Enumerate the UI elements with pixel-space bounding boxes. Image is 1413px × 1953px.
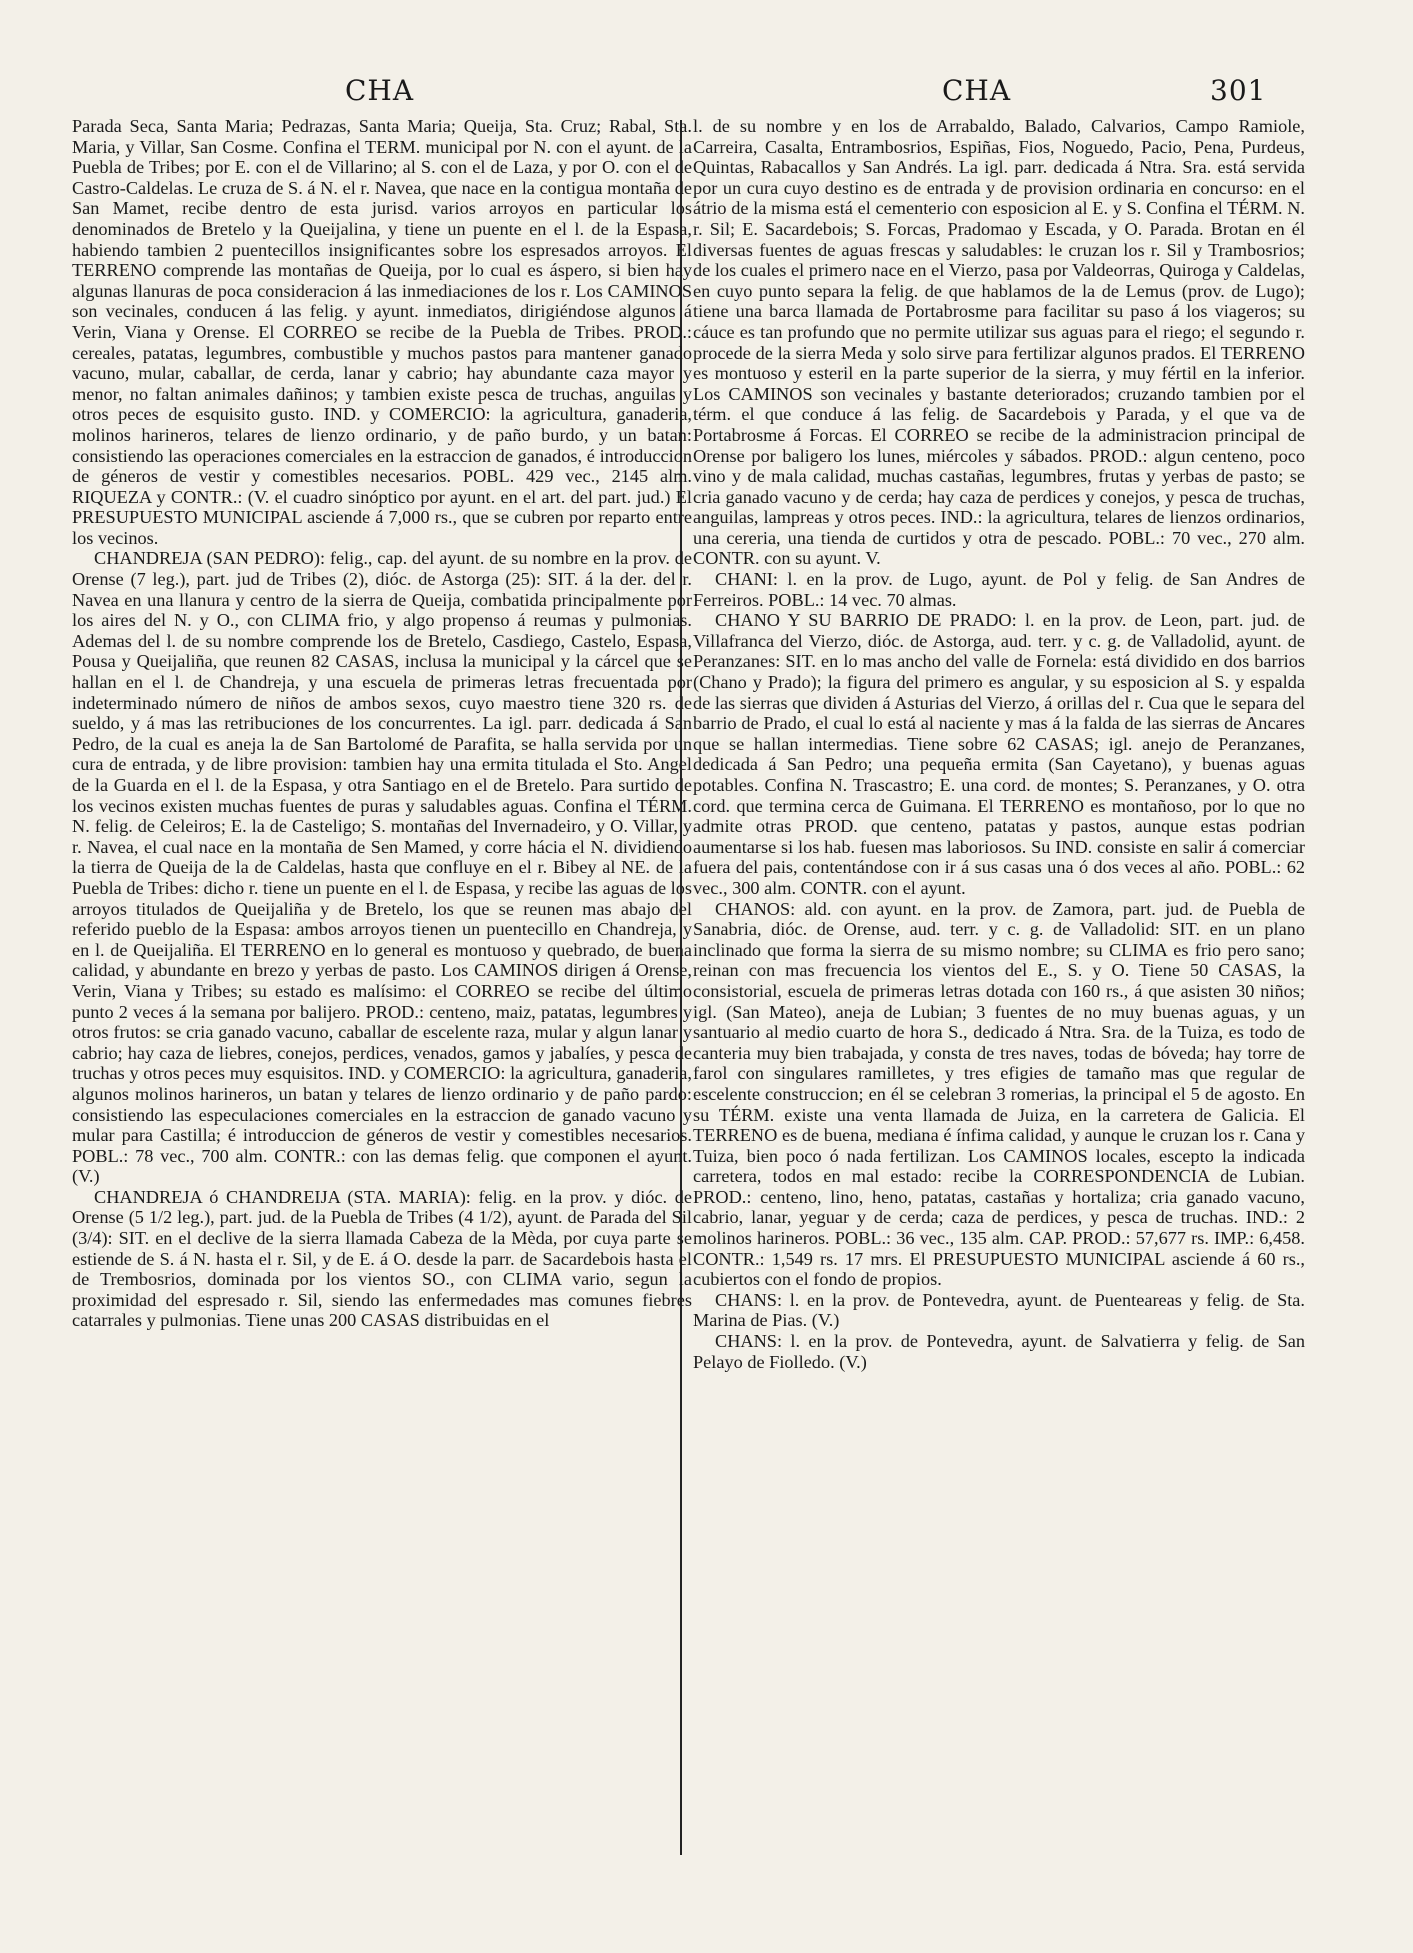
right-column <box>693 116 1305 1836</box>
running-head-right: CHA <box>942 74 1012 107</box>
running-head-left: CHA <box>345 74 415 107</box>
entry-chans-salvatierra: CHANS: l. en la prov. de Pontevedra, ayunt. de Salvatierra y felig. de San Pelayo de Fiolledo. (V.) <box>693 1331 1305 1372</box>
entry-chani: CHANI: l. en la prov. de Lugo, ayunt. de Pol y felig. de San Andres de Ferreiros. POBL.: 14 vec. 70 almas. <box>693 569 1305 610</box>
entry-chandreja-san-pedro: CHANDREJA (SAN PEDRO): felig., cap. del ayunt. de su nombre en la prov. de Orense (7 leg.), part. jud de Tribes (2), dióc. de Astorga (25): SIT. á la der. del r. Navea en una llanura y centro de la sierra de Queija, combatida principalmente por los aires del N. y O., con CLIMA frio, y algo propenso á reumas y pulmonias. Ademas del l. de su nombre comprende los de Bretelo, Casdiego, Castelo, Espasa, Pousa y Queijaliña, que reunen 82 CASAS, inclusa la municipal y la cárcel que se hallan en el l. de Chandreja, y una escuela de primeras letras frecuentada por indeterminado número de niños de ambos sexos, cuyo maestro tiene 320 rs. de sueldo, y á mas las retribuciones de los concurrentes. La igl. parr. dedicada á San Pedro, de la cual es aneja la de San Bartolomé de Parafita, se halla servida por un cura de entrada, y de libre provision: tambien hay una ermita titulada el Sto. Angel de la Guarda en el l. de la Espasa, y otra Santiago en el de Bretelo. Para surtido de los vecinos existen muchas fuentes de puras y saludables aguas. Confina el TÉRM. N. felig. de Celeiros; E. la de Casteligo; S. montañas del Invernadeiro, y O. Villar, y r. Navea, el cual nace en la montaña de Sen Mamed, y corre hácia el N. dividiendo la tierra de Queija de la de Caldelas, hasta que confluye en el r. Bibey al NE. de la Puebla de Tribes: dicho r. tiene un puente en el l. de Espasa, y recibe las aguas de los arroyos titulados de Queijaliña y de Bretelo, los que se reunen mas abajo del referido pueblo de la Espasa: ambos arroyos tienen un puentecillo en Chandreja, y en l. de Queijaliña. El TERRENO en lo general es montuoso y quebrado, de buena calidad, y abundante en brezo y yerbas de pasto. Los CAMINOS dirigen á Orense, Verin, Viana y Tribes; su estado es malísimo: el CORREO se recibe del último punto 2 veces á la semana por balijero. PROD.: centeno, maiz, patatas, legumbres y otros frutos: se cria ganado vacuno, caballar de escelente raza, mular y algun lanar y cabrio; hay caza de liebres, conejos, perdices, venados, gamos y jabalíes, y pesca de truchas y otros peces muy esquisitos. IND. y COMERCIO: la agricultura, ganaderia, algunos molinos harineros, un batan y telares de lienzo ordinario y de paño pardo: consistiendo las especulaciones comerciales en la estraccion de ganado vacuno y mular para Castilla; é introduccion de géneros de vestir y comestibles necesarios. POBL.: 78 vec., 700 alm. CONTR.: con las demas felig. que componen el ayunt. (V.) <box>72 548 692 1187</box>
entry-continuation: Parada Seca, Santa Maria; Pedrazas, Santa Maria; Queija, Sta. Cruz; Rabal, Sta. Maria, y Villar, San Cosme. Confina el TERM. municipal por N. con el ayunt. de la Puebla de Tribes; por E. con el de Villarino; al S. con el de Laza, y por O. con el de Castro-Caldelas. Le cruza de S. á N. el r. Navea, que nace en la contigua montaña de San Mamet, recibe dentro de esta jurisd. varios arroyos en particular los denominados de Bretelo y la Queijalina, y tiene un puente en el l. de la Espasa, habiendo tambien 2 puentecillos insignificantes sobre los espresados arroyos. El TERRENO comprende las montañas de Queija, por lo cual es áspero, si bien hay algunas llanuras de poca consideracion á las inmediaciones de los r. Los CAMINOS son vecinales, conducen á las felig. y ayunt. inmediatos, dirigiéndose algunos á Verin, Viana y Orense. El CORREO se recibe de la Puebla de Tribes. PROD.: cereales, patatas, legumbres, combustible y muchos pastos para mantener ganado vacuno, mular, caballar, de cerda, lanar y cabrio; hay abundante caza mayor y menor, no faltan animales dañinos; y tambien existe pesca de truchas, anguilas y otros peces de esquisito gusto. IND. y COMERCIO: la agricultura, ganaderia, molinos harineros, telares de lienzo ordinario, y de paño burdo, y un batan: consistiendo las operaciones comerciales en la estraccion de ganados, é introduccion de géneros de vestir y comestibles necesarios. POBL. 429 vec., 2145 alm. RIQUEZA y CONTR.: (V. el cuadro sinóptico por ayunt. en el art. del part. jud.) El PRESUPUESTO MUNICIPAL asciende á 7,000 rs., que se cubren por reparto entre los vecinos. <box>72 116 692 548</box>
left-column <box>72 116 692 1836</box>
entry-chans-puenteareas: CHANS: l. en la prov. de Pontevedra, ayunt. de Puenteareas y felig. de Sta. Marina de Pias. (V.) <box>693 1289 1305 1331</box>
entry-chano: CHANO Y SU BARRIO DE PRADO: l. en la prov. de Leon, part. jud. de Villafranca del Vierzo, dióc. de Astorga, aud. terr. y c. g. de Valladolid, ayunt. de Peranzanes: SIT. en lo mas ancho del valle de Fornela: está dividido en dos barrios (Chano y Prado); la figura del primero es angular, y su esposicion al S. y espalda de las sierras que dividen á Asturias del Vierzo, á orillas del r. Cua que le separa del barrio de Prado, el cual lo está al naciente y mas á la falda de las sierras de Ancares que se hallan intermedias. Tiene sobre 62 CASAS; igl. anejo de Peranzanes, dedicada á San Pedro; una pequeña ermita (San Cayetano), y buenas aguas potables. Confina N. Trascastro; E. una cord. de montes; S. Peranzanes, y O. otra cord. que termina cerca de Guimana. El TERRENO es montañoso, por lo que no admite otras PROD. que centeno, patatas y pastos, aunque estas podrian aumentarse si los hab. fuesen mas laboriosos. Su IND. consiste en salir á comerciar fuera del pais, contentándose con ir á sus casas una ó dos veces al año. POBL.: 62 vec., 300 alm. CONTR. con el ayunt. <box>693 610 1305 898</box>
entry-chanos: CHANOS: ald. con ayunt. en la prov. de Zamora, part. jud. de Puebla de Sanabria, dióc. de Orense, aud. terr. y c. g. de Valladolid: SIT. en un plano inclinado que forma la sierra de su mismo nombre; su CLIMA es frio pero sano; reinan con mas frecuencia los vientos del E., S. y O. Tiene 50 CASAS, la consistorial, escuela de primeras letras dotada con 160 rs., á que asisten 30 niños; igl. (San Mateo), aneja de Lubian; 3 fuentes de no muy buenas aguas, y un santuario al medio cuarto de hora S., dedicado á Ntra. Sra. de la Tuiza, es todo de canteria muy bien trabajada, y consta de tres naves, todas de bóveda; hay torre de farol con singulares ramilletes, y tres efigies de tamaño mas que regular de escelente construccion; en él se celebran 3 romerias, la principal el 5 de agosto. En su TÉRM. existe una venta llamada de Juiza, en la carretera de Galicia. El TERRENO es de buena, mediana é ínfima calidad, y aunque le cruzan los r. Cana y Tuiza, bien poco ó nada fertilizan. Los CAMINOS locales, escepto la indicada carretera, todos en mal estado: recibe la CORRESPONDENCIA de Lubian. PROD.: centeno, lino, heno, patatas, castañas y hortaliza; cria ganado vacuno, cabrio, lanar, yeguar y de cerda; caza de perdices, y pesca de truchas. IND.: 2 molinos harineros. POBL.: 36 vec., 135 alm. CAP. PROD.: 57,677 rs. IMP.: 6,458. CONTR.: 1,549 rs. 17 mrs. El PRESUPUESTO MUNICIPAL asciende á 60 rs., cubiertos con el fondo de propios. <box>693 898 1305 1290</box>
entry-chandreja-sta-maria: CHANDREJA ó CHANDREIJA (STA. MARIA): felig. en la prov. y dióc. de Orense (5 1/2 leg.), part. jud. de la Puebla de Tribes (4 1/2), ayunt. de Parada del Sil (3/4): SIT. en el declive de la sierra llamada Cabeza de la Mèda, por cuya parte se estiende de S. á N. hasta el r. Sil, y de E. á O. desde la parr. de Sacardebois hasta el de Trembosrios, dominada por los vientos SO., con CLIMA vario, segun la proximidad del espresado r. Sil, siendo las enfermedades mas comunes fiebres catarrales y pulmonias. Tiene unas 200 CASAS distribuidas en el <box>72 1186 692 1331</box>
page-number: 301 <box>1210 74 1267 107</box>
entry-continuation-right: l. de su nombre y en los de Arrabaldo, Balado, Calvarios, Campo Ramiole, Carreira, Casalta, Entrambosrios, Espiñas, Fios, Noguedo, Pacio, Pena, Purdeus, Quintas, Rabacallos y San Andrés. La igl. parr. dedicada á Ntra. Sra. está servida por un cura cuyo destino es de entrada y de provision ordinaria en concurso: en el átrio de la misma está el cementerio con esposicion al E. y S. Confina el TÉRM. N. r. Sil; E. Sacardebois; S. Forcas, Pradomao y Escada, y O. Parada. Brotan en él diversas fuentes de aguas frescas y saludables: le cruzan los r. Sil y Trambosrios; de los cuales el primero nace en el Vierzo, pasa por Valdeorras, Quiroga y Caldelas, en cuyo punto separa la felig. de que hablamos de la de Lemus (prov. de Lugo); tiene una barca llamada de Portabrosme para facilitar su paso á los viageros; su cáuce es tan profundo que no permite utilizar sus aguas para el riego; el segundo r. procede de la sierra Meda y solo sirve para fertilizar algunos prados. El TERRENO es montuoso y esteril en la parte superior de la sierra, y muy fértil en la inferior. Los CAMINOS son vecinales y bastante deteriorados; cruzando tambien por el térm. el que conduce á las felig. de Sacardebois y Parada, y el que va de Portabrosme á Forcas. El CORREO se recibe de la administracion principal de Orense por baligero los lunes, miércoles y sábados. PROD.: algun centeno, poco vino y de mala calidad, muchas castañas, legumbres, frutas y yerbas de pasto; se cria ganado vacuno y de cerda; hay caza de perdices y conejos, y pesca de truchas, anguilas, lampreas y otros peces. IND.: la agricultura, telares de lienzos ordinarios, una cereria, una tienda de curtidos y otra de pescado. POBL.: 70 vec., 270 alm. CONTR. con su ayunt. V. <box>693 116 1305 569</box>
